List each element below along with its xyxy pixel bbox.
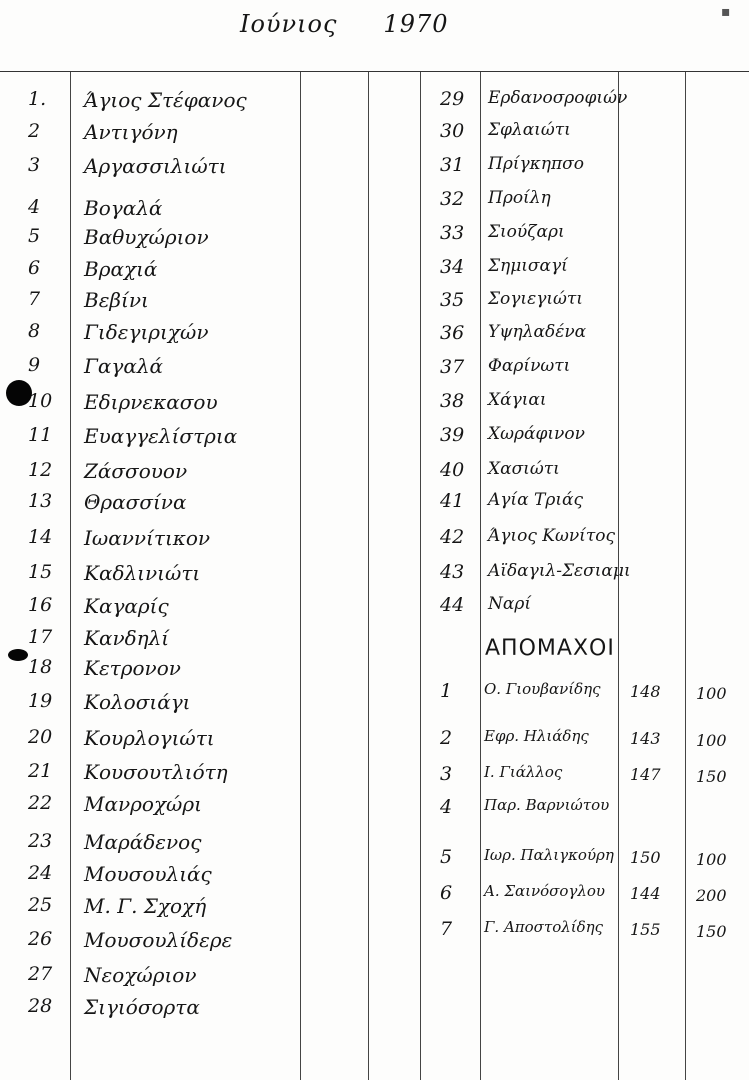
column-divider-3: [420, 72, 421, 1080]
row-number: 44: [440, 594, 465, 616]
place-name: Πρίγκηπσο: [488, 154, 584, 174]
row-number: 8: [28, 320, 41, 342]
place-name: Φαρίνωτι: [488, 356, 571, 376]
place-name: Άγιος Στέφανος: [84, 88, 247, 112]
place-name: Χωράφινον: [488, 424, 585, 444]
person-name: Παρ. Βαρνιώτου: [484, 796, 610, 814]
place-name: Αϊδαγιλ-Σεσιαμι: [488, 561, 631, 581]
value-1: 155: [630, 920, 661, 939]
place-name: Προίλη: [488, 188, 551, 208]
row-number: 31: [440, 154, 465, 176]
row-number: 2: [28, 120, 41, 142]
place-name: Σιγιόσορτα: [84, 995, 200, 1019]
row-number: 6: [440, 882, 453, 904]
top-rule: [0, 71, 749, 72]
place-name: Χασιώτι: [488, 459, 560, 479]
row-number: 6: [28, 257, 41, 279]
row-number: 26: [28, 928, 53, 950]
place-name: Καγαρίς: [84, 594, 169, 618]
place-name: Ερδανοσροφιών: [488, 88, 628, 108]
place-name: Κολοσιάγι: [84, 690, 191, 714]
place-name: Αντιγόνη: [84, 120, 178, 144]
row-number: 10: [28, 390, 53, 412]
place-name: Σφλαιώτι: [488, 120, 571, 140]
row-number: 4: [440, 796, 453, 818]
row-number: 30: [440, 120, 465, 142]
row-number: 3: [440, 763, 453, 785]
row-number: 16: [28, 594, 53, 616]
value-2: 100: [696, 731, 727, 750]
place-name: Θρασσίνα: [84, 490, 187, 514]
value-2: 150: [696, 922, 727, 941]
place-name: Μουσουλίδερε: [84, 928, 233, 952]
place-name: Σιούζαρι: [488, 222, 565, 242]
place-name: Μουσουλιάς: [84, 862, 212, 886]
row-number: 37: [440, 356, 465, 378]
page-heading: [240, 10, 449, 38]
row-number: 9: [28, 354, 41, 376]
place-name: Βεβίνι: [84, 288, 149, 312]
value-2: 200: [696, 886, 727, 905]
place-name: Νεοχώριον: [84, 963, 197, 987]
place-name: Υψηλαδένα: [488, 322, 587, 342]
row-number: 43: [440, 561, 465, 583]
value-2: 150: [696, 767, 727, 786]
place-name: Κουρλογιώτι: [84, 726, 215, 750]
row-number: 13: [28, 490, 53, 512]
place-name: Μανροχώρι: [84, 792, 202, 816]
value-2: 100: [696, 684, 727, 703]
value-1: 143: [630, 729, 661, 748]
column-divider-2: [368, 72, 369, 1080]
row-number: 11: [28, 424, 53, 446]
row-number: 1.: [28, 88, 47, 110]
row-number: 4: [28, 196, 41, 218]
heading-year: 1970: [383, 10, 449, 38]
row-number: 20: [28, 726, 53, 748]
row-number: 2: [440, 727, 453, 749]
row-number: 35: [440, 289, 465, 311]
place-name: Κουσουτλιότη: [84, 760, 228, 784]
row-number: 17: [28, 626, 53, 648]
place-name: Ευαγγελίστρια: [84, 424, 238, 448]
corner-mark: ▪: [721, 4, 731, 20]
row-number: 7: [28, 288, 41, 310]
row-number: 12: [28, 459, 53, 481]
place-name: Κανδηλί: [84, 626, 170, 650]
row-number: 23: [28, 830, 53, 852]
value-1: 144: [630, 884, 661, 903]
place-name: Αργασσιλιώτι: [84, 154, 227, 178]
row-number: 15: [28, 561, 53, 583]
place-name: Καδλινιώτι: [84, 561, 201, 585]
left-margin-line: [70, 72, 71, 1080]
row-number: 18: [28, 656, 53, 678]
value-1: 147: [630, 765, 661, 784]
place-name: Γαγαλά: [84, 354, 164, 378]
person-name: Εφρ. Ηλιάδης: [484, 727, 589, 745]
row-number: 14: [28, 526, 53, 548]
heading-month: Ιούνιος: [240, 10, 338, 38]
place-name: Ιωαννίτικον: [84, 526, 211, 550]
value-1: 150: [630, 848, 661, 867]
apomachoi-heading: ΑΠΟΜΑΧΟΙ: [485, 636, 615, 661]
row-number: 34: [440, 256, 465, 278]
person-name: Γ. Αποστολίδης: [484, 918, 604, 936]
row-number: 5: [28, 225, 41, 247]
row-number: 25: [28, 894, 53, 916]
row-number: 38: [440, 390, 465, 412]
person-name: Ι. Γιάλλος: [484, 763, 563, 781]
value-2: 100: [696, 850, 727, 869]
row-number: 40: [440, 459, 465, 481]
place-name: Μ. Γ. Σχοχή: [84, 894, 207, 918]
place-name: Ζάσσουον: [84, 459, 188, 483]
place-name: Σημισαγί: [488, 256, 568, 276]
row-number: 36: [440, 322, 465, 344]
row-number: 22: [28, 792, 53, 814]
row-number: 27: [28, 963, 53, 985]
row-number: 1: [440, 680, 453, 702]
place-name: Σογιεγιώτι: [488, 289, 583, 309]
value-1: 148: [630, 682, 661, 701]
row-number: 32: [440, 188, 465, 210]
punch-hole-mark: [8, 649, 28, 661]
column-divider-4: [480, 72, 481, 1080]
row-number: 19: [28, 690, 53, 712]
place-name: Βογαλά: [84, 196, 163, 220]
place-name: Άγιος Κωνίτος: [488, 526, 615, 546]
place-name: Χάγιαι: [488, 390, 547, 410]
place-name: Ναρί: [488, 594, 532, 614]
person-name: Ιωρ. Παλιγκούρη: [484, 846, 614, 864]
column-divider-6: [685, 72, 686, 1080]
row-number: 42: [440, 526, 465, 548]
row-number: 39: [440, 424, 465, 446]
person-name: Ο. Γιουβανίδης: [484, 680, 601, 698]
row-number: 5: [440, 846, 453, 868]
row-number: 24: [28, 862, 53, 884]
place-name: Βραχιά: [84, 257, 158, 281]
person-name: Α. Σαινόσογλου: [484, 882, 606, 900]
place-name: Κετρονον: [84, 656, 181, 680]
row-number: 7: [440, 918, 453, 940]
column-divider-1: [300, 72, 301, 1080]
row-number: 41: [440, 490, 465, 512]
place-name: Αγία Τριάς: [488, 490, 583, 510]
row-number: 21: [28, 760, 53, 782]
row-number: 29: [440, 88, 465, 110]
row-number: 3: [28, 154, 41, 176]
row-number: 33: [440, 222, 465, 244]
place-name: Μαράδενος: [84, 830, 202, 854]
place-name: Εδιρνεκασου: [84, 390, 218, 414]
row-number: 28: [28, 995, 53, 1017]
place-name: Βαθυχώριον: [84, 225, 209, 249]
place-name: Γιδεγιριχών: [84, 320, 209, 344]
